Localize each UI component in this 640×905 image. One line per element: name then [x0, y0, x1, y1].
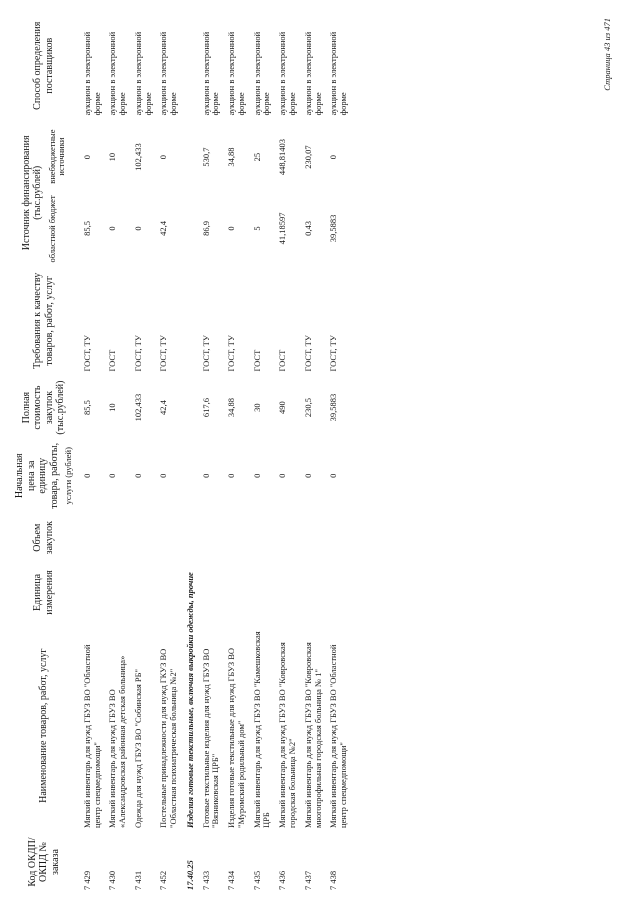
item-name: Одежда для нужд ГБУЗ ВО "Собинская РБ" — [132, 669, 143, 829]
requirements-cell: ГОСТ, ТУ — [158, 335, 169, 372]
requirements-cell: ГОСТ, ТУ — [200, 335, 211, 372]
financing-cell — [156, 118, 182, 267]
financing-offbudget-value: 448,81403 — [277, 139, 288, 176]
start-price-cell: 0 — [277, 473, 288, 478]
financing-regional-value: 86,9 — [200, 221, 211, 236]
start-price-cell: 0 — [200, 473, 211, 478]
header-requirements: Требования к качеству товаров, работ, услуг — [32, 272, 55, 369]
table-row — [301, 13, 327, 893]
group-code: 17.40.25 — [184, 860, 195, 890]
full-cost-cell: 39,5883 — [328, 393, 339, 422]
financing-cell — [224, 118, 250, 267]
header-financing-regional: областной бюджет — [46, 195, 57, 263]
page-number: Страница 43 из 471 — [602, 18, 612, 91]
table-row — [156, 13, 182, 893]
item-name: Мягкий инвентарь для нужд ГБУЗ ВО "Областной центр спецмедпомощи" — [81, 644, 102, 829]
item-name: Постельные принадлежности для нужд ГКУЗ ВО "Областная психиатрическая больница №2" — [158, 648, 179, 829]
order-number: 7 431 — [132, 870, 143, 890]
financing-regional-value: 0 — [226, 226, 237, 231]
full-cost-cell: 34,88 — [226, 398, 237, 418]
volume-cell — [105, 511, 131, 565]
item-name: Готовые текстильные изделия для нужд ГБУЗ ВО "Вязниковская ЦРБ" — [200, 648, 221, 829]
requirements-cell: ГОСТ, ТУ — [81, 335, 92, 372]
header-unit: Единица измерения — [32, 570, 55, 615]
header-code: Код ОКДП/ ОКПД № заказа — [26, 837, 61, 887]
full-cost-cell: 10 — [107, 403, 118, 412]
order-number: 7 434 — [226, 870, 237, 890]
table-row — [199, 13, 225, 893]
start-price-cell: 0 — [251, 473, 262, 478]
full-cost-cell: 42,4 — [158, 400, 169, 416]
unit-cell — [326, 565, 352, 621]
unit-cell — [250, 565, 276, 621]
financing-cell — [131, 118, 157, 267]
full-cost-cell: 617,6 — [200, 398, 211, 418]
financing-regional-value: 42,4 — [158, 221, 169, 236]
financing-offbudget-value: 25 — [251, 152, 262, 162]
order-number: 7 433 — [200, 870, 211, 890]
unit-cell — [80, 565, 106, 621]
start-price-cell: 0 — [81, 473, 92, 478]
item-name: Мягкий инвентарь для нужд ГБУЗ ВО "Камешковская ЦРБ — [251, 631, 272, 829]
order-number: 7 430 — [107, 870, 118, 890]
unit-cell — [156, 565, 182, 621]
unit-cell — [199, 565, 225, 621]
method-cell: аукцион в электронной форме — [107, 31, 128, 116]
header-start-price-main: Начальная цена за единицу товара, работы, — [14, 442, 60, 509]
header-volume: Объем закупок — [32, 521, 55, 555]
volume-cell — [80, 511, 106, 565]
method-cell: аукцион в электронной форме — [132, 31, 153, 116]
header-full-cost: Полная стоимость закупок (тыс.рублей) — [20, 380, 67, 435]
table-row — [131, 13, 157, 893]
financing-regional-value: 41,18597 — [277, 212, 288, 245]
header-financing-title: Источник финансирования (тыс.рублей) — [20, 135, 44, 251]
financing-cell — [80, 118, 106, 267]
financing-offbudget-value: 530,7 — [200, 147, 211, 167]
order-number: 7 452 — [158, 870, 169, 890]
header-start-price-sub: услуги (рублей) — [63, 447, 73, 505]
volume-cell — [131, 511, 157, 565]
full-cost-cell: 230,5 — [302, 398, 313, 418]
unit-cell — [224, 565, 250, 621]
method-cell: аукцион в электронной форме — [81, 31, 102, 116]
header-method: Способ определения поставщиков — [32, 21, 55, 110]
procurement-table — [8, 13, 352, 893]
method-cell: аукцион в электронной форме — [328, 31, 349, 116]
unit-cell — [301, 565, 327, 621]
financing-cell — [301, 118, 327, 267]
full-cost-cell: 85,5 — [81, 400, 92, 416]
financing-offbudget-value: 0 — [158, 154, 169, 160]
item-name: Изделия готовые текстильные для нужд ГБУЗ ВО "Муромский родильный дом" — [226, 647, 246, 829]
financing-cell — [105, 118, 131, 267]
method-cell: аукцион в электронной форме — [226, 31, 246, 116]
method-cell: аукцион в электронной форме — [251, 31, 272, 116]
volume-cell — [326, 511, 352, 565]
financing-cell — [275, 118, 301, 267]
item-name: Мягкий инвентарь для нужд ГБУЗ ВО «Александровская районная детская больница» — [107, 655, 128, 829]
requirements-cell: ГОСТ, ТУ — [132, 335, 143, 372]
header-financing-offbudget: внебюджетные источники — [46, 129, 67, 184]
order-number: 7 437 — [302, 870, 313, 890]
volume-cell — [224, 511, 250, 565]
financing-regional-value: 85,5 — [81, 221, 92, 236]
start-price-cell: 0 — [302, 473, 313, 478]
volume-cell — [199, 511, 225, 565]
financing-regional-value: 0 — [107, 226, 118, 231]
full-cost-cell: 490 — [277, 401, 288, 414]
item-name: Мягкий инвентарь для нужд ГБУЗ ВО "Ковровская многопрофильная городская больница № 1" — [302, 642, 323, 829]
financing-offbudget-value: 34,88 — [226, 147, 237, 167]
start-price-cell: 0 — [328, 473, 339, 478]
group-row — [182, 13, 199, 893]
financing-offbudget-value: 230,07 — [302, 145, 313, 169]
financing-cell — [199, 118, 225, 267]
financing-offbudget-value: 0 — [328, 154, 339, 160]
header-start-price — [8, 441, 80, 511]
method-cell: аукцион в электронной форме — [277, 31, 298, 116]
start-price-cell: 0 — [226, 473, 237, 478]
method-cell: аукцион в электронной форме — [200, 31, 221, 116]
requirements-cell: ГОСТ — [277, 349, 288, 372]
financing-regional-value: 39,5883 — [328, 214, 339, 243]
requirements-cell: ГОСТ, ТУ — [302, 335, 313, 372]
volume-cell — [250, 511, 276, 565]
header-name: Наименование товаров, работ, услуг — [38, 648, 50, 803]
item-name: Мягкий инвентарь для нужд ГБУЗ ВО "Областной центр спецмедпомощи" — [328, 644, 349, 829]
requirements-cell: ГОСТ, ТУ — [226, 335, 237, 372]
table-body — [80, 13, 352, 893]
financing-regional-value: 5 — [251, 226, 262, 231]
financing-regional-value: 0 — [132, 226, 143, 231]
requirements-cell: ГОСТ — [107, 349, 118, 372]
unit-cell — [131, 565, 157, 621]
table-header-row — [8, 13, 80, 893]
volume-cell — [156, 511, 182, 565]
group-title: Изделия готовые текстильные, включая выкройки одежды, прочие — [184, 572, 195, 829]
order-number: 7 429 — [81, 870, 92, 890]
order-number: 7 438 — [328, 870, 339, 890]
start-price-cell: 0 — [158, 473, 169, 478]
header-financing — [8, 118, 80, 267]
unit-cell — [275, 565, 301, 621]
financing-offbudget-value: 0 — [81, 154, 92, 160]
financing-regional-value: 0,43 — [302, 221, 313, 236]
table-row — [80, 13, 106, 893]
volume-cell — [301, 511, 327, 565]
financing-offbudget-value: 102,433 — [132, 143, 143, 171]
order-number: 7 436 — [277, 870, 288, 890]
full-cost-cell: 30 — [251, 403, 262, 412]
unit-cell — [105, 565, 131, 621]
financing-cell — [326, 118, 352, 267]
table-row — [275, 13, 301, 893]
volume-cell — [275, 511, 301, 565]
table-row — [250, 13, 276, 893]
order-number: 7 435 — [251, 870, 262, 890]
financing-cell — [250, 118, 276, 267]
requirements-cell: ГОСТ — [251, 349, 262, 372]
item-name: Мягкий инвентарь для нужд ГБУЗ ВО "Ковровская городская больница №2" — [277, 642, 298, 829]
requirements-cell: ГОСТ, ТУ — [328, 335, 339, 372]
start-price-cell: 0 — [107, 473, 118, 478]
method-cell: аукцион в электронной форме — [158, 31, 179, 116]
start-price-cell: 0 — [132, 473, 143, 478]
table-row — [224, 13, 250, 893]
full-cost-cell: 102,433 — [132, 393, 143, 422]
method-cell: аукцион в электронной форме — [302, 31, 323, 116]
table-row — [326, 13, 352, 893]
table-row — [105, 13, 131, 893]
financing-offbudget-value: 10 — [107, 152, 118, 162]
